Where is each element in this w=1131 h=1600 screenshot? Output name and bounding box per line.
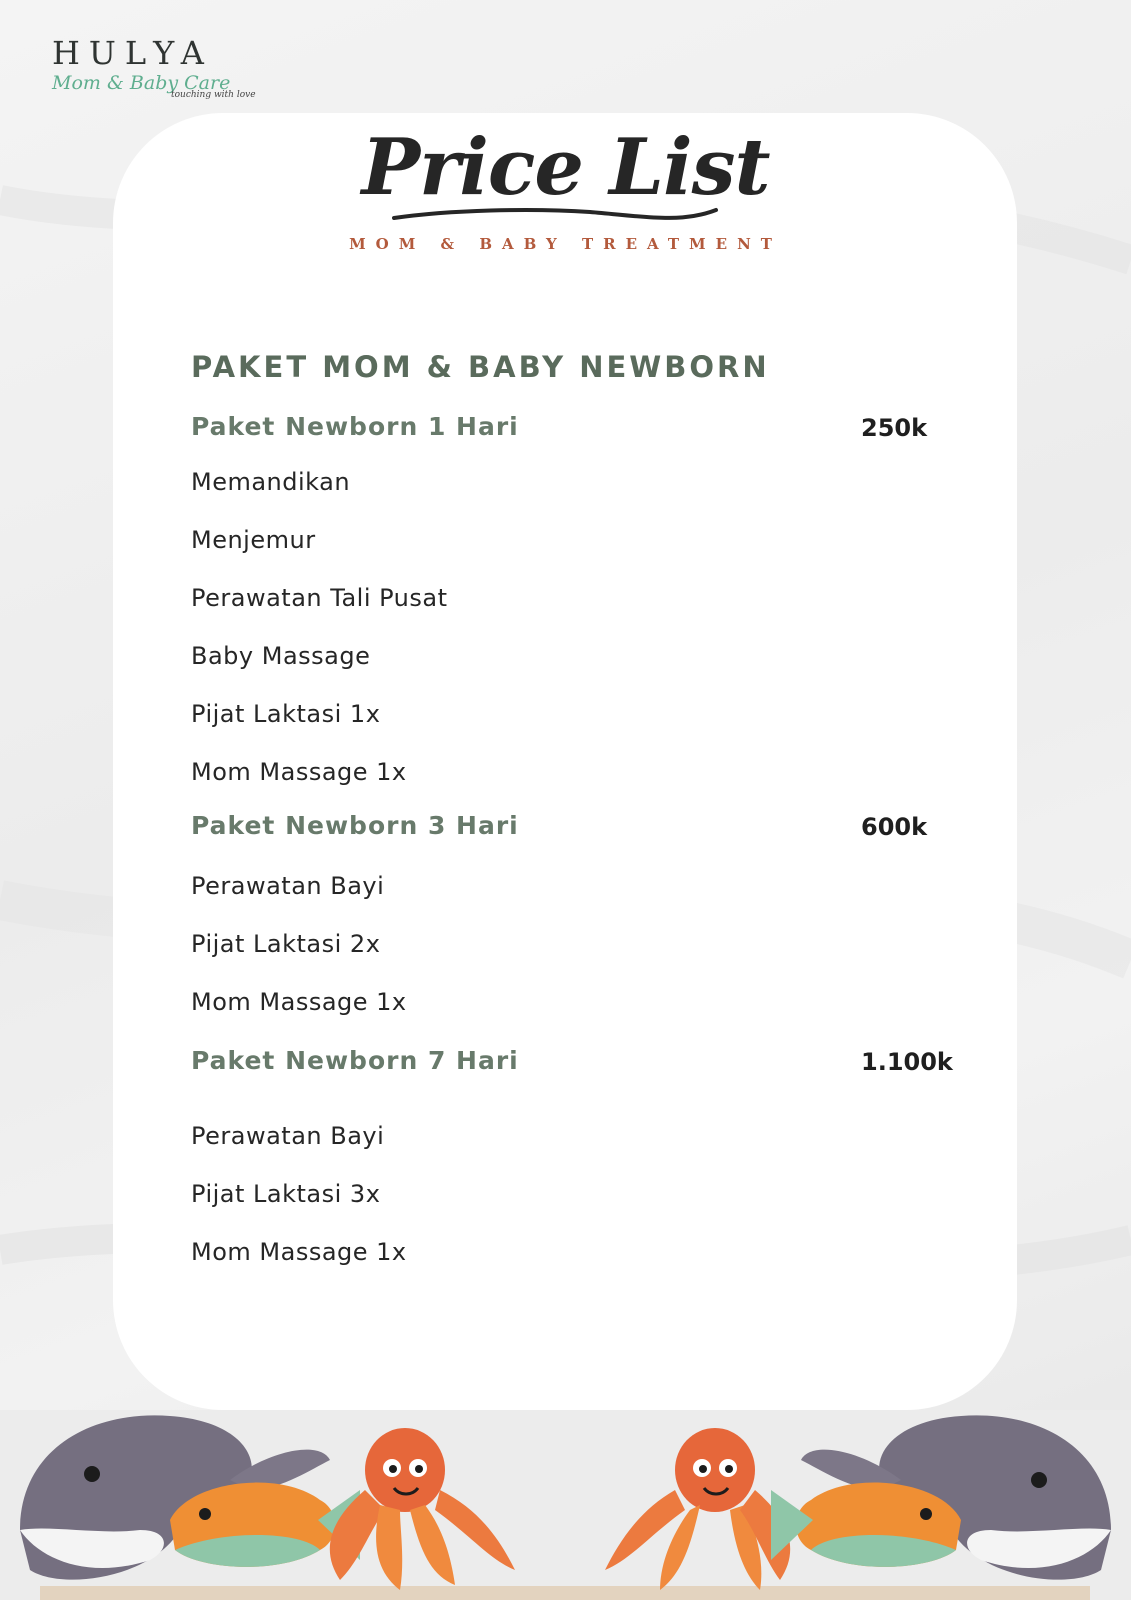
page-title: Price List bbox=[361, 122, 770, 213]
list-item: Mom Massage 1x bbox=[191, 758, 407, 786]
list-item: Perawatan Bayi bbox=[191, 872, 385, 900]
list-item: Pijat Laktasi 1x bbox=[191, 700, 381, 728]
list-item: Mom Massage 1x bbox=[191, 988, 407, 1016]
package-name: Paket Newborn 3 Hari bbox=[191, 811, 519, 840]
list-item: Mom Massage 1x bbox=[191, 1238, 407, 1266]
list-item: Memandikan bbox=[191, 468, 351, 496]
package-name: Paket Newborn 7 Hari bbox=[191, 1046, 519, 1075]
list-item: Pijat Laktasi 3x bbox=[191, 1180, 381, 1208]
package-price: 250k bbox=[861, 414, 928, 442]
section-title: PAKET MOM & BABY NEWBORN bbox=[191, 350, 770, 384]
package-price: 600k bbox=[861, 813, 928, 841]
list-item: Perawatan Tali Pusat bbox=[191, 584, 448, 612]
package-price: 1.100k bbox=[861, 1048, 953, 1076]
wooden-toys-illustration bbox=[0, 1410, 1131, 1600]
list-item: Perawatan Bayi bbox=[191, 1122, 385, 1150]
brand-name: HULYA bbox=[52, 34, 213, 72]
brand-tagline: touching with love bbox=[171, 90, 256, 100]
package-name: Paket Newborn 1 Hari bbox=[191, 412, 519, 441]
list-item: Menjemur bbox=[191, 526, 316, 554]
brand-logo bbox=[52, 34, 256, 100]
page-subtitle: MOM & BABY TREATMENT bbox=[349, 235, 782, 253]
list-item: Baby Massage bbox=[191, 642, 371, 670]
title-swash-decoration bbox=[390, 196, 720, 236]
list-item: Pijat Laktasi 2x bbox=[191, 930, 381, 958]
brand-subtitle: Mom & Baby Care bbox=[52, 72, 231, 94]
